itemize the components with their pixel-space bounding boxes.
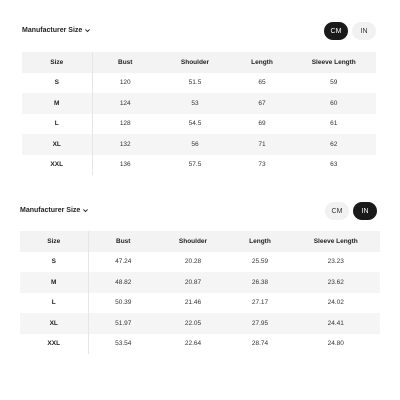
cell-bust: 120 <box>119 79 131 87</box>
column-header-length: Length <box>249 237 271 245</box>
table-row <box>22 73 376 94</box>
column-header-shoulder: Shoulder <box>178 237 208 245</box>
table-row <box>22 134 376 155</box>
cell-length: 27.95 <box>251 319 269 327</box>
cell-size: L <box>20 293 88 314</box>
cell-bust: 50.39 <box>115 299 132 307</box>
column-header-sleeve-length: Sleeve Length <box>311 58 356 66</box>
column-header-bust: Bust <box>118 58 133 66</box>
cell-shoulder: 53 <box>191 99 199 107</box>
cell-shoulder: 22.64 <box>184 340 202 348</box>
cell-length: 73 <box>258 161 266 169</box>
size-chart-in <box>0 202 400 348</box>
cell-sleeve-length: 59 <box>330 79 338 87</box>
cell-sleeve-length: 23.23 <box>327 258 344 266</box>
cell-sleeve-length: 24.41 <box>327 319 344 327</box>
cell-bust: 51.97 <box>115 319 132 327</box>
cell-shoulder: 57.5 <box>188 161 202 169</box>
cell-bust: 124 <box>119 99 131 107</box>
manufacturer-size-dropdown[interactable] <box>22 27 91 34</box>
cell-length: 65 <box>258 79 266 87</box>
cell-sleeve-length: 60 <box>330 99 338 107</box>
unit-in-button[interactable]: IN <box>352 22 376 40</box>
cell-length: 71 <box>258 140 266 148</box>
cell-shoulder: 56 <box>191 140 199 148</box>
cell-bust: 136 <box>119 161 131 169</box>
cell-size: M <box>20 272 88 293</box>
cell-length: 25.59 <box>251 258 269 266</box>
cell-shoulder: 51.5 <box>188 79 202 87</box>
size-chart-header <box>0 22 400 44</box>
column-header-length: Length <box>251 58 273 66</box>
cell-size: XXL <box>20 334 88 355</box>
column-header-shoulder: Shoulder <box>180 58 210 66</box>
cell-sleeve-length: 24.02 <box>327 299 344 307</box>
cell-sleeve-length: 62 <box>330 140 338 148</box>
manufacturer-size-label: Manufacturer Size <box>22 27 83 34</box>
manufacturer-size-label: Manufacturer Size <box>20 207 81 214</box>
cell-bust: 128 <box>119 120 131 128</box>
table-row <box>20 252 380 273</box>
table-row <box>20 293 380 314</box>
unit-cm-button[interactable]: CM <box>324 22 348 40</box>
cell-size: XL <box>22 134 92 155</box>
cell-size: XXL <box>22 155 92 176</box>
cell-shoulder: 20.87 <box>184 278 202 286</box>
cell-size: L <box>22 114 92 135</box>
unit-toggle <box>324 22 376 40</box>
size-chart-header <box>0 202 400 224</box>
cell-shoulder: 21.46 <box>184 299 202 307</box>
cell-bust: 48.82 <box>115 278 132 286</box>
cell-size: XL <box>20 313 88 334</box>
cell-size: M <box>22 93 92 114</box>
chevron-down-icon <box>82 207 89 214</box>
column-header-size: Size <box>22 52 92 73</box>
cell-shoulder: 20.28 <box>184 258 202 266</box>
table-header-row <box>20 231 380 252</box>
cell-shoulder: 54.5 <box>188 120 202 128</box>
cell-length: 26.38 <box>251 278 269 286</box>
cell-size: S <box>22 73 92 94</box>
cell-sleeve-length: 63 <box>330 161 338 169</box>
table-row <box>20 313 380 334</box>
cell-sleeve-length: 24.80 <box>327 340 344 348</box>
cell-shoulder: 22.05 <box>184 319 202 327</box>
manufacturer-size-dropdown[interactable] <box>20 207 89 214</box>
table-row <box>22 93 376 114</box>
cell-length: 27.17 <box>251 299 269 307</box>
column-header-size: Size <box>20 231 88 252</box>
cell-bust: 132 <box>119 140 131 148</box>
table-row <box>22 155 376 176</box>
size-chart-cm <box>0 22 400 169</box>
chevron-down-icon <box>84 27 91 34</box>
cell-length: 69 <box>258 120 266 128</box>
cell-bust: 53.54 <box>115 340 132 348</box>
unit-in-button[interactable]: IN <box>353 202 377 220</box>
cell-length: 28.74 <box>251 340 269 348</box>
table-row <box>20 334 380 355</box>
column-header-sleeve-length: Sleeve Length <box>313 237 358 245</box>
cell-sleeve-length: 61 <box>330 120 338 128</box>
table-row <box>22 114 376 135</box>
unit-cm-button[interactable]: CM <box>325 202 349 220</box>
cell-length: 67 <box>258 99 266 107</box>
cell-sleeve-length: 23.62 <box>327 278 344 286</box>
cell-bust: 47.24 <box>115 258 132 266</box>
table-header-row <box>22 52 376 73</box>
column-header-bust: Bust <box>116 237 131 245</box>
table-row <box>20 272 380 293</box>
cell-size: S <box>20 252 88 273</box>
size-table <box>22 52 376 175</box>
unit-toggle <box>325 202 377 220</box>
size-table <box>20 231 380 354</box>
